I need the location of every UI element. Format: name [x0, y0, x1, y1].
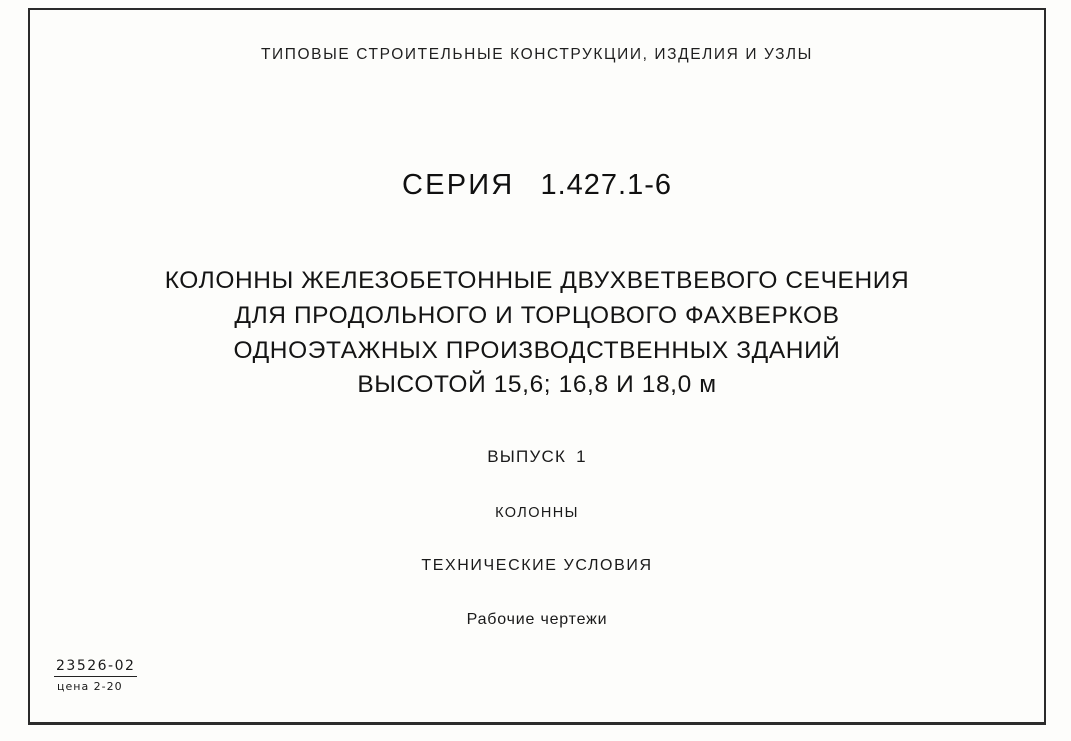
issue-label: ВЫПУСК — [487, 447, 567, 467]
title-line-1: КОЛОННЫ ЖЕЛЕЗОБЕТОННЫЕ ДВУХВЕТВЕВОГО СЕЧЕНИЯ — [164, 267, 910, 294]
issue-number: 1 — [576, 447, 587, 467]
issue-block — [30, 447, 1044, 467]
title-line-3: ОДНОЭТАЖНЫХ ПРОИЗВОДСТВЕННЫХ ЗДАНИЙ — [233, 336, 841, 364]
subtitle-kolonny: КОЛОННЫ — [495, 505, 579, 522]
page-content — [30, 10, 1044, 720]
title-line-2: ДЛЯ ПРОДОЛЬНОГО И ТОРЦОВОГО ФАХВЕРКОВ — [234, 301, 840, 329]
stamp-price: цена 2-20 — [57, 680, 123, 693]
series-block — [30, 169, 1044, 202]
series-label: СЕРИЯ — [402, 169, 515, 201]
document-header-line: ТИПОВЫЕ СТРОИТЕЛЬНЫЕ КОНСТРУКЦИИ, ИЗДЕЛИЯ И УЗЛЫ — [260, 46, 814, 63]
page-border-right — [1044, 8, 1046, 724]
subtitle-working-drawings: Рабочие чертежи — [466, 611, 608, 629]
page-border-bottom — [28, 722, 1046, 725]
stamp-code: 23526-02 — [54, 658, 137, 677]
document-title — [30, 264, 1044, 403]
subtitle-technical-conditions: ТЕХНИЧЕСКИЕ УСЛОВИЯ — [421, 557, 653, 575]
document-stamp — [54, 655, 137, 693]
series-number: 1.427.1-6 — [540, 169, 672, 201]
title-line-4: ВЫСОТОЙ 15,6; 16,8 И 18,0 м — [357, 371, 717, 399]
